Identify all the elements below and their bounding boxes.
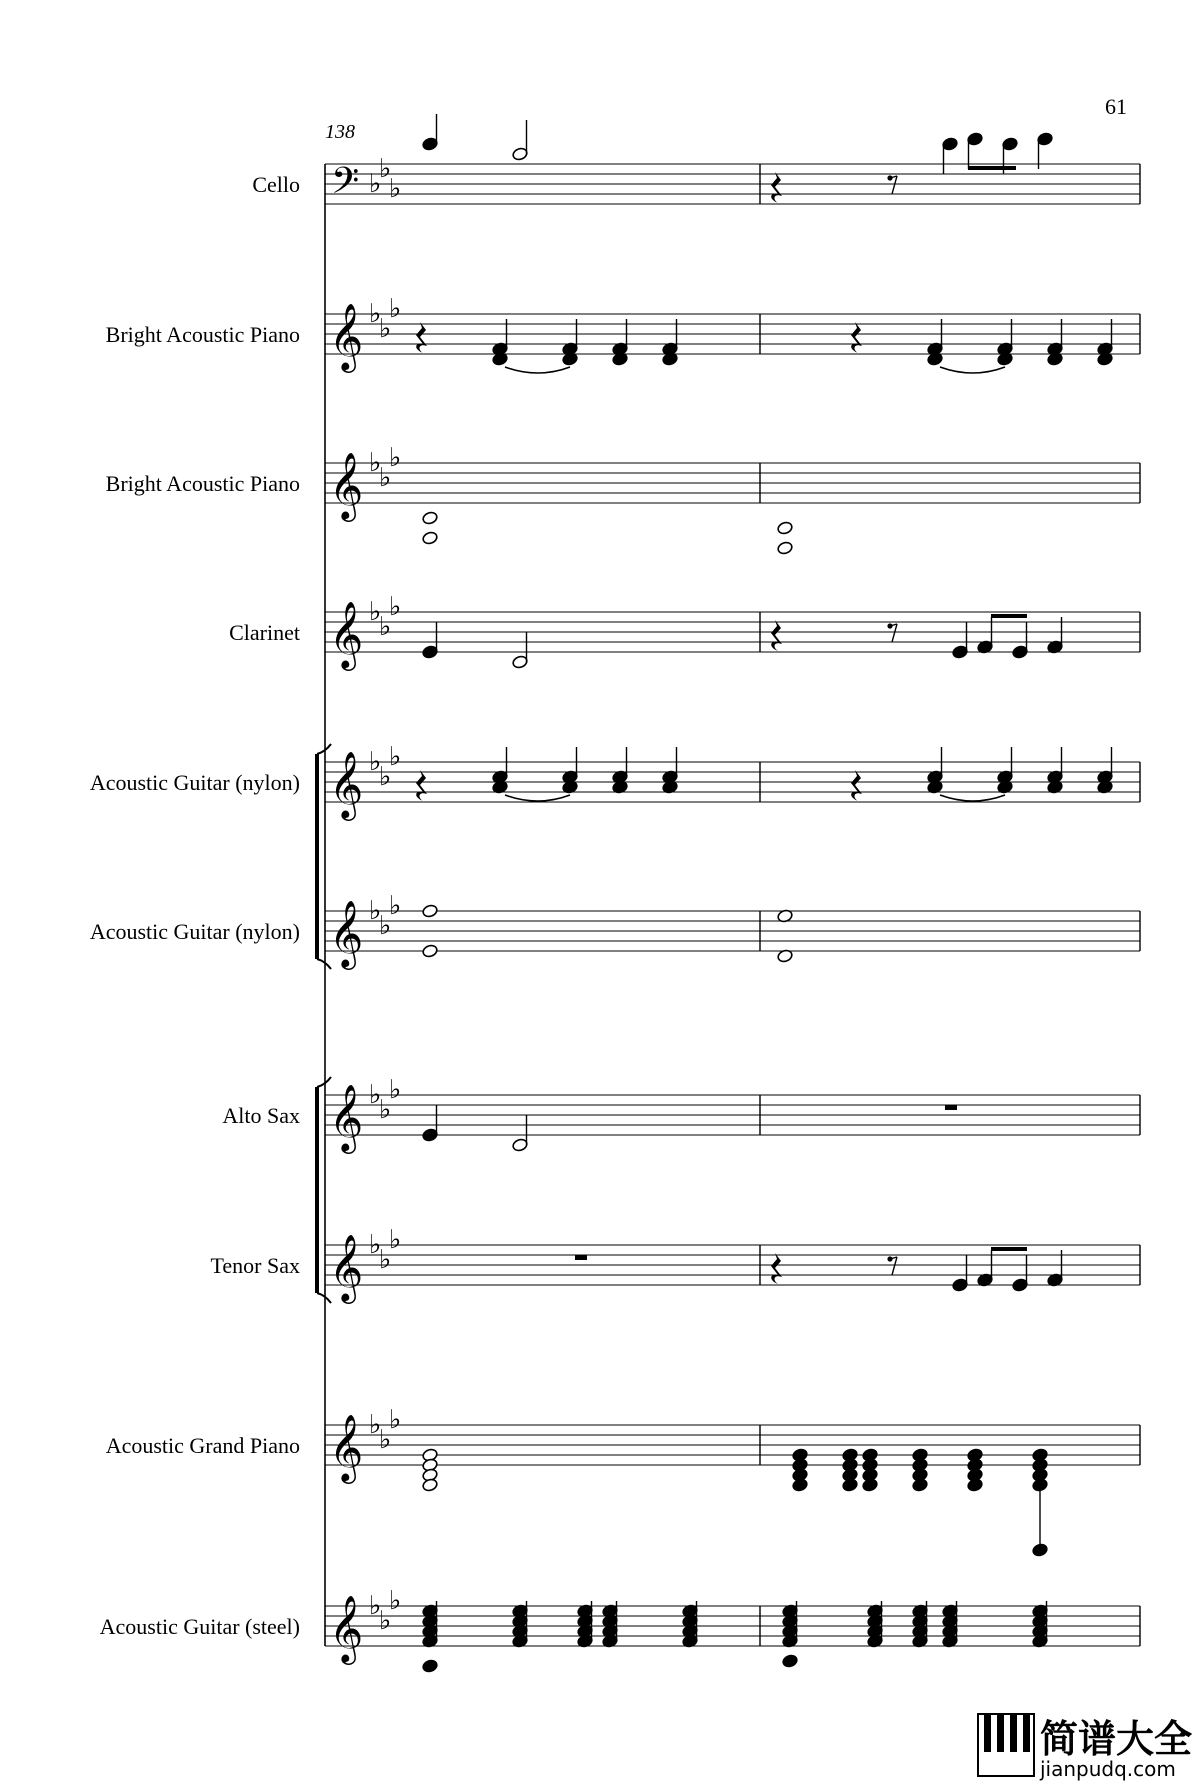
notes: [422, 1448, 1049, 1558]
notehead: [422, 1478, 439, 1493]
flat-icon: ♭: [389, 1075, 402, 1105]
flat-icon: ♭: [379, 154, 392, 184]
notehead: [422, 511, 439, 526]
notehead: [777, 521, 794, 536]
instrument-label: Cello: [252, 172, 300, 197]
flat-icon: ♭: [389, 592, 402, 622]
quarter-rest: [771, 172, 782, 203]
flat-icon: ♭: [369, 1591, 382, 1621]
notehead: [422, 944, 439, 959]
notes: [416, 319, 1113, 373]
piano-keys-icon: [978, 1714, 1034, 1776]
flat-icon: ♭: [369, 1080, 382, 1110]
notehead: [912, 1478, 929, 1493]
quarter-rest: [771, 1253, 782, 1284]
quarter-rest: [416, 770, 427, 801]
flat-icon: ♭: [389, 891, 402, 921]
instrument-label: Acoustic Guitar (steel): [99, 1614, 300, 1639]
treble-clef-icon: 𝄞: [329, 1413, 364, 1481]
instrument-label: Acoustic Guitar (nylon): [89, 770, 300, 795]
watermark-url: jianpudq.com: [1040, 1757, 1176, 1781]
staff-clarinet: [229, 592, 1140, 671]
notes: [416, 747, 1113, 801]
staff-tenorsax: [211, 1225, 1141, 1304]
watermark: [978, 1714, 1192, 1781]
flat-icon: ♭: [379, 612, 392, 642]
flat-icon: ♭: [389, 174, 402, 204]
quarter-rest: [416, 322, 427, 353]
staff-system: [90, 114, 1140, 1673]
notehead: [782, 1654, 799, 1669]
flat-icon: ♭: [369, 448, 382, 478]
staff-grandpiano: [106, 1405, 1140, 1557]
flat-icon: ♭: [389, 1586, 402, 1616]
notehead: [862, 1478, 879, 1493]
flat-icon: ♭: [369, 1230, 382, 1260]
watermark-brand: 简谱大全: [1040, 1717, 1193, 1761]
notes: [422, 1601, 1049, 1673]
quarter-rest: [771, 620, 782, 651]
notehead: [777, 541, 794, 556]
notehead: [422, 531, 439, 546]
instrument-label: Clarinet: [229, 620, 300, 645]
flat-icon: ♭: [379, 911, 392, 941]
flat-icon: ♭: [369, 1410, 382, 1440]
notehead: [422, 1659, 439, 1674]
treble-clef-icon: 𝄞: [329, 1594, 364, 1662]
notes: [422, 904, 794, 964]
whole-rest: [575, 1255, 587, 1260]
treble-clef-icon: 𝄞: [329, 750, 364, 818]
flat-icon: ♭: [369, 299, 382, 329]
instrument-label: Bright Acoustic Piano: [105, 322, 300, 347]
staff-altosax: [222, 1075, 1140, 1154]
notehead: [422, 904, 439, 919]
flat-icon: ♭: [379, 1095, 392, 1125]
treble-clef-icon: 𝄞: [329, 1083, 364, 1151]
notehead: [842, 1478, 859, 1493]
flat-icon: ♭: [389, 1405, 402, 1435]
flat-icon: ♭: [369, 597, 382, 627]
notes: [422, 1105, 957, 1152]
flat-icon: ♭: [379, 1606, 392, 1636]
instrument-label: Tenor Sax: [210, 1253, 300, 1278]
flat-icon: ♭: [369, 896, 382, 926]
treble-clef-icon: 𝄞: [329, 302, 364, 370]
treble-clef-icon: 𝄞: [329, 600, 364, 668]
flat-icon: ♭: [389, 742, 402, 772]
instrument-label: Alto Sax: [222, 1103, 300, 1128]
bass-clef-icon: 𝄢: [331, 160, 360, 211]
treble-clef-icon: 𝄞: [329, 451, 364, 519]
flat-icon: ♭: [379, 1245, 392, 1275]
flat-icon: ♭: [379, 314, 392, 344]
flat-icon: ♭: [389, 294, 402, 324]
flat-icon: ♭: [379, 1425, 392, 1455]
page-number: 61: [1105, 94, 1127, 119]
notes: [422, 511, 794, 556]
flat-icon: ♭: [369, 169, 382, 199]
quarter-rest: [851, 770, 862, 801]
staff-guitar1: [90, 742, 1140, 821]
instrument-label: Acoustic Grand Piano: [105, 1433, 300, 1458]
staff-piano2: [106, 443, 1140, 555]
notehead: [967, 1478, 984, 1493]
instrument-label: Bright Acoustic Piano: [105, 471, 300, 496]
instrument-label: Acoustic Guitar (nylon): [89, 919, 300, 944]
quarter-rest: [851, 322, 862, 353]
staff-steelguitar: [100, 1586, 1140, 1673]
notehead: [1032, 1543, 1049, 1558]
notehead: [792, 1478, 809, 1493]
flat-icon: ♭: [379, 762, 392, 792]
flat-icon: ♭: [379, 463, 392, 493]
staff-piano1: [106, 294, 1140, 373]
treble-clef-icon: 𝄞: [329, 899, 364, 967]
treble-clef-icon: 𝄞: [329, 1233, 364, 1301]
flat-icon: ♭: [389, 1225, 402, 1255]
staff-guitar2: [90, 891, 1140, 970]
staff-cello: [252, 114, 1140, 211]
notes: [422, 114, 1054, 203]
flat-icon: ♭: [389, 443, 402, 473]
measure-number: 138: [325, 121, 355, 143]
flat-icon: ♭: [369, 747, 382, 777]
whole-rest: [945, 1105, 957, 1110]
